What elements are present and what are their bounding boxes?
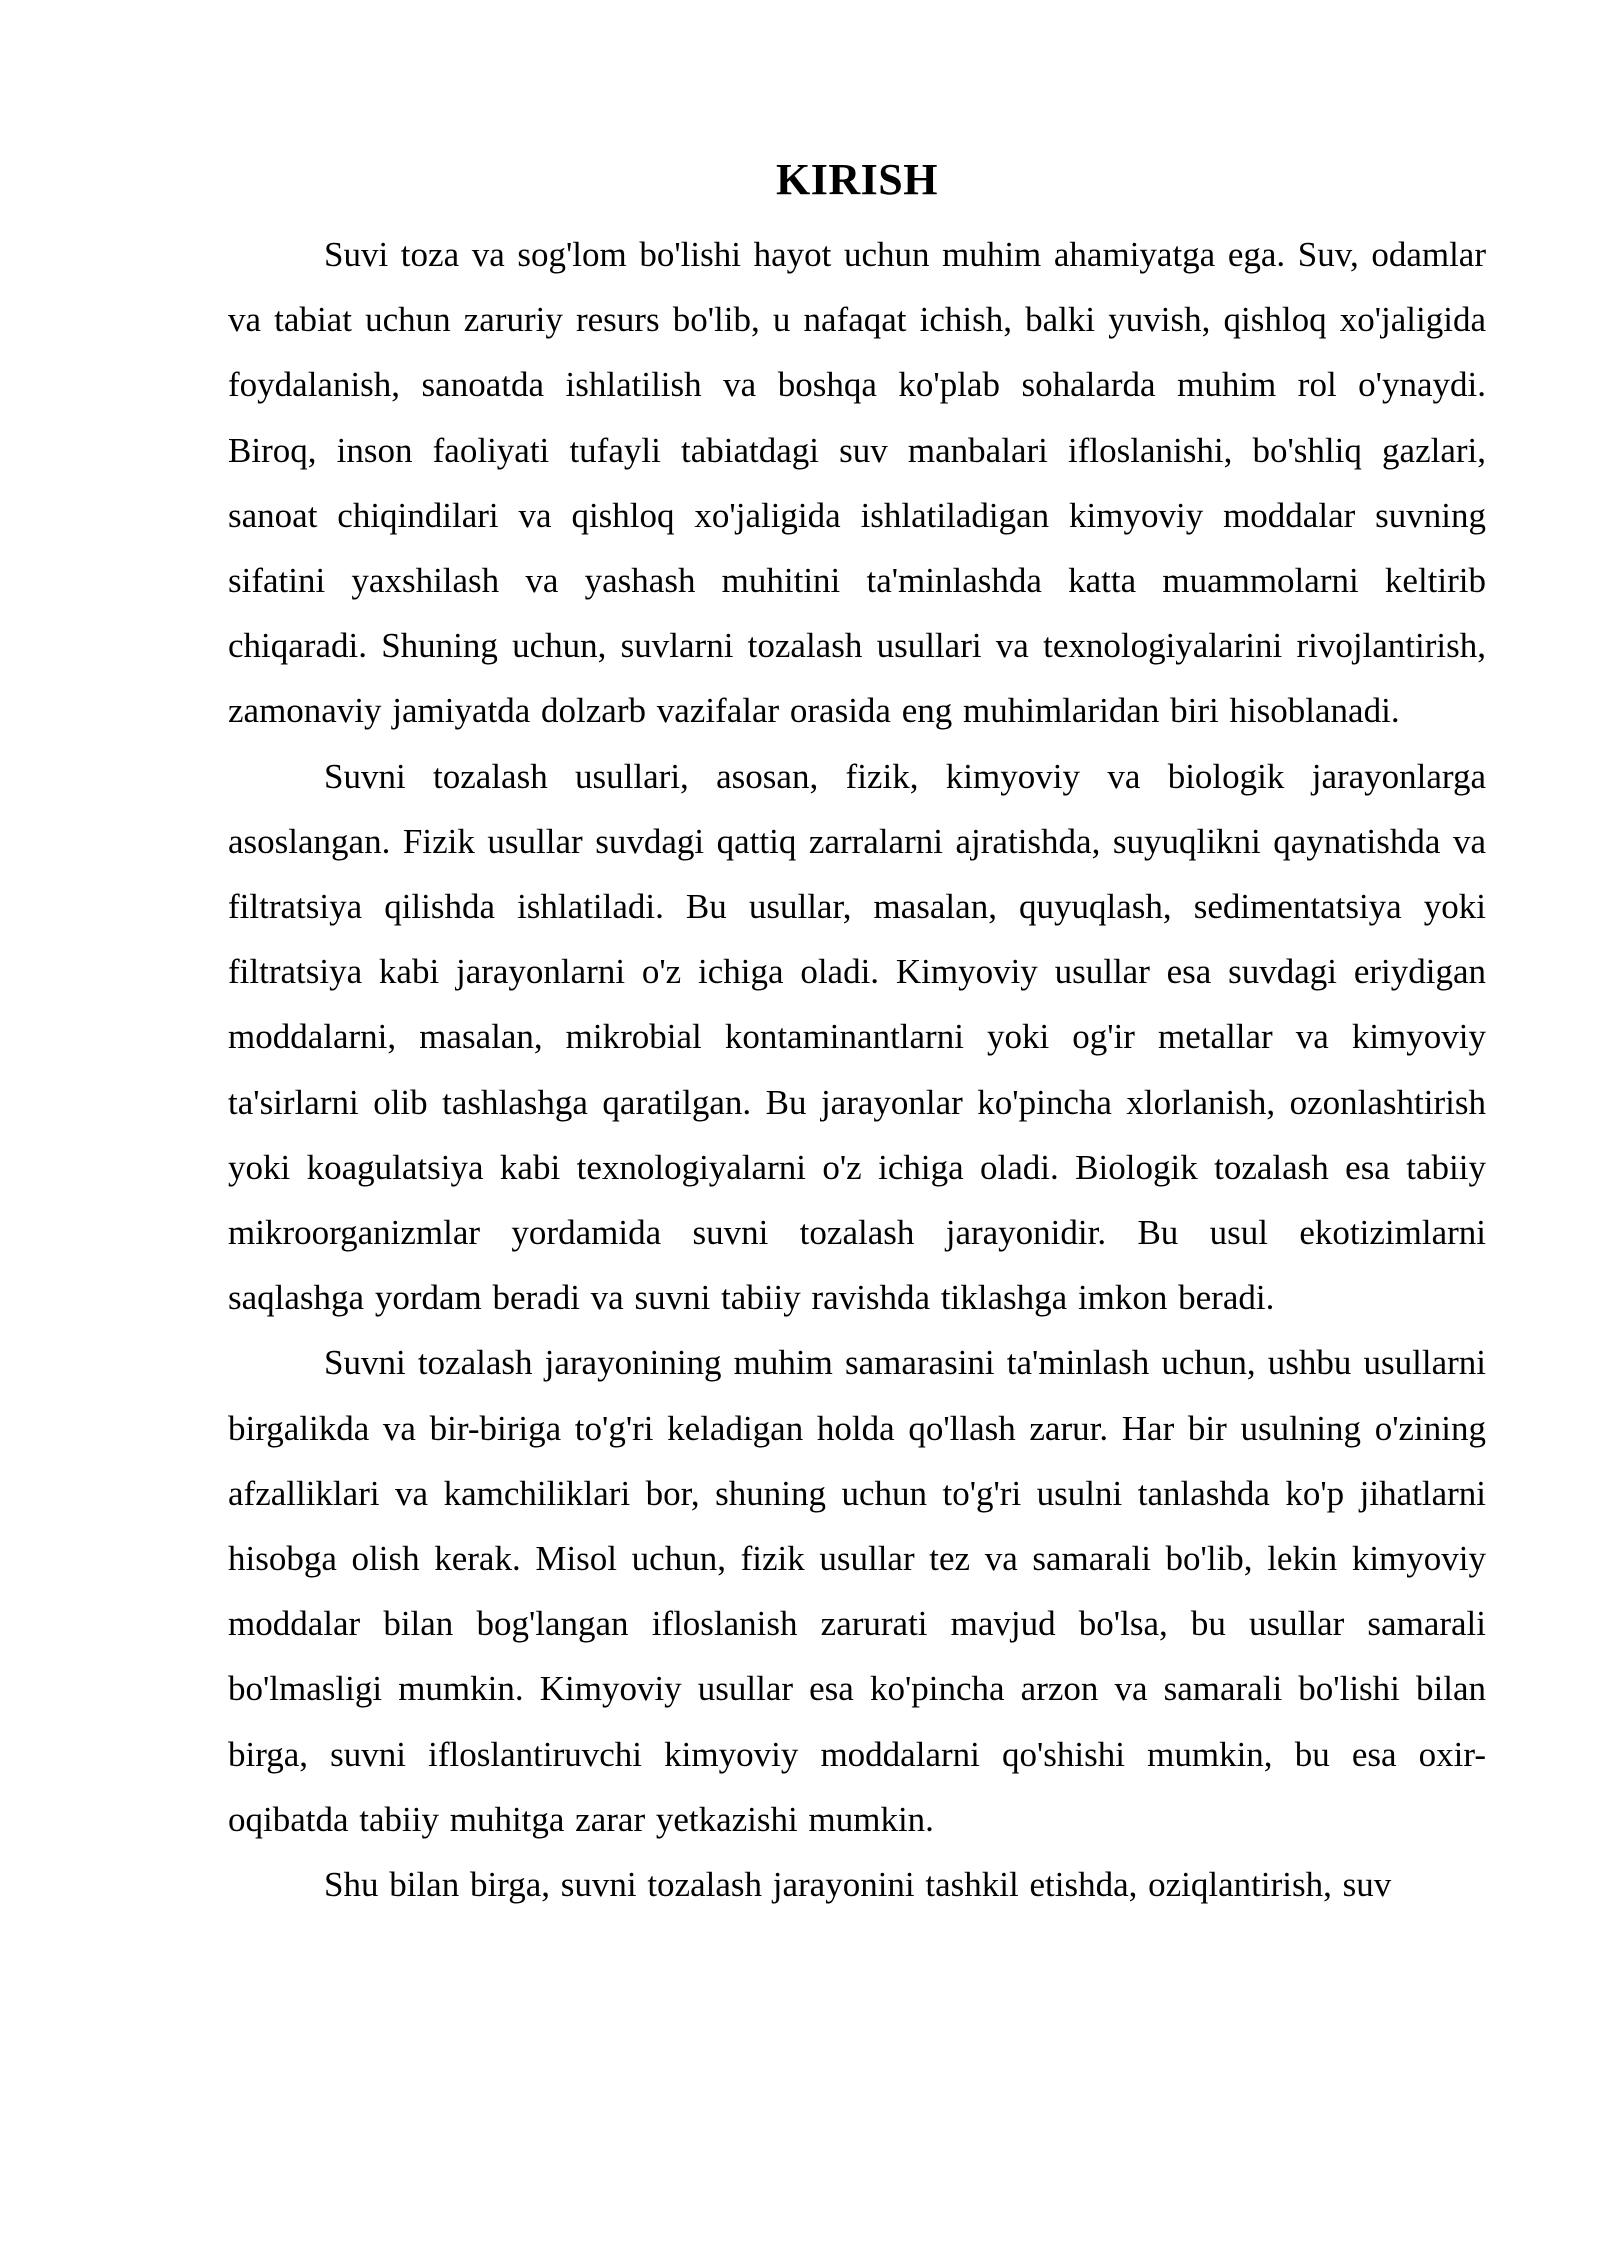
document-title: KIRISH [776, 155, 938, 204]
document-body [228, 148, 1486, 1917]
paragraph-4: Shu bilan birga, suvni tozalash jarayonini tashkil etishda, oziqlantirish, suv [324, 1865, 1392, 1905]
paragraph-2: Suvni tozalash usullari, asosan, fizik, kimyoviy va biologik jarayonlarga asoslangan. Fizik usullar suvdagi qattiq zarralarni ajratishda, suyuqlikni qaynatishda va filtratsiya qilishda ishlatiladi. Bu usullar, masalan, quyuqlash, sedimentatsiya yoki filtratsiya kabi jarayonlarni o'z ichiga oladi. Kimyoviy usullar esa suvdagi eriydigan moddalarni, masalan, mikrobial kontaminantlarni yoki og'ir metallar va kimyoviy ta'sirlarni olib tashlashga qaratilgan. Bu jarayonlar ko'pincha xlorlanish, ozonlashtirish yoki koagulatsiya kabi texnologiyalarni o'z ichiga oladi. Biologik tozalash esa tabiiy mikroorganizmlar yordamida suvni tozalash jarayonidir. Bu usul ekotizimlarni saqlashga yordam beradi va suvni tabiiy ravishda tiklashga imkon beradi. [228, 756, 1486, 1318]
paragraph-3: Suvni tozalash jarayonining muhim samarasini ta'minlash uchun, ushbu usullarni birgalikda va bir-biriga to'g'ri keladigan holda qo'llash zarur. Har bir usulning o'zining afzalliklari va kamchiliklari bor, shuning uchun to'g'ri usulni tanlashda ko'p jihatlarni hisobga olish kerak. Misol uchun, fizik usullar tez va samarali bo'lib, lekin kimyoviy moddalar bilan bog'langan ifloslanish zarurati mavjud bo'lsa, bu usullar samarali bo'lmasligi mumkin. Kimyoviy usullar esa ko'pincha arzon va samarali bo'lishi bilan birga, suvni ifloslantiruvchi kimyoviy moddalarni qo'shishi mumkin, bu esa oxir-oqibatda tabiiy muhitga zarar yetkazishi mumkin. [228, 1343, 1486, 1839]
paragraph-1: Suvi toza va sog'lom bo'lishi hayot uchun muhim ahamiyatga ega. Suv, odamlar va tabiat uchun zaruriy resurs bo'lib, u nafaqat ichish, balki yuvish, qishloq xo'jaligida foydalanish, sanoatda ishlatilish va boshqa ko'plab sohalarda muhim rol o'ynaydi. Biroq, inson faoliyati tufayli tabiatdagi suv manbalari ifloslanishi, bo'shliq gazlari, sanoat chiqindilari va qishloq xo'jaligida ishlatiladigan kimyoviy moddalar suvning sifatini yaxshilash va yashash muhitini ta'minlashda katta muammolarni keltirib chiqaradi. Shuning uchun, suvlarni tozalash usullari va texnologiyalarini rivojlantirish, zamonaviy jamiyatda dolzarb vazifalar orasida eng muhimlaridan biri hisoblanadi. [228, 235, 1486, 731]
